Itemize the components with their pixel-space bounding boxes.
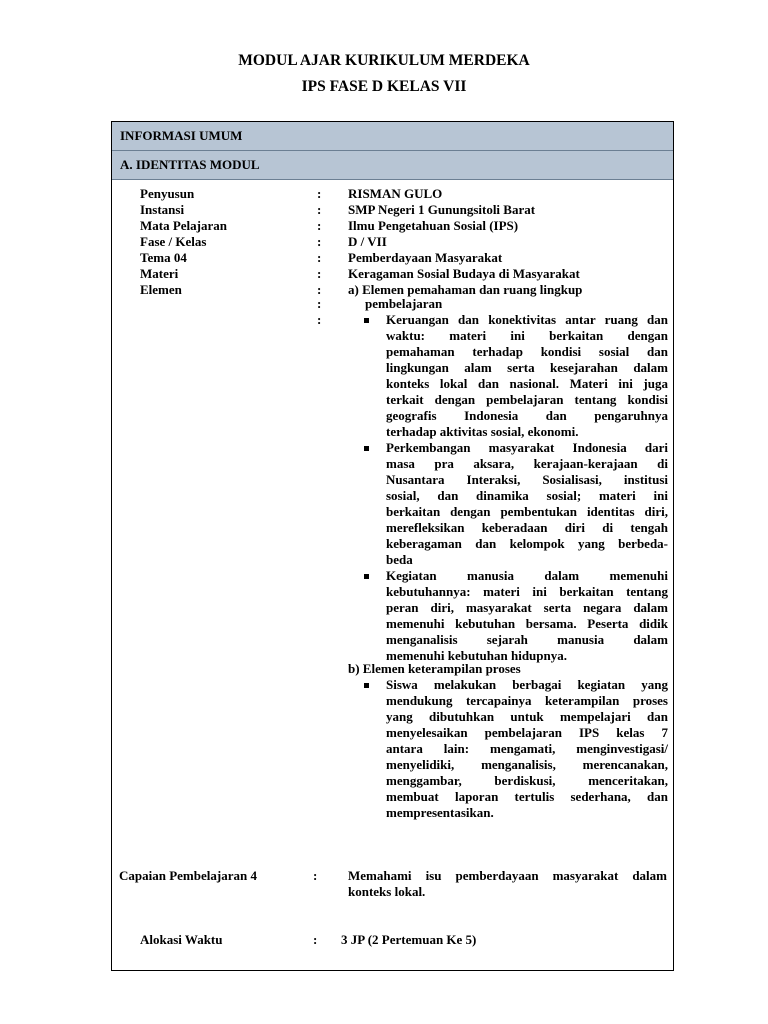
bullet-square-icon bbox=[364, 318, 369, 323]
bullet-line: Kegiatan manusia dalam memenuhi bbox=[386, 568, 668, 583]
bullet-line: mempresentasikan. bbox=[386, 805, 494, 820]
bullet-line: menyelidiki, menganalisis, merencanakan, bbox=[386, 757, 668, 772]
bullet-line: menganalisis sejarah manusia dalam bbox=[386, 632, 668, 647]
colon: : bbox=[313, 932, 318, 947]
bullet-line: menyelesaikan pembelajaran IPS kelas 7 bbox=[386, 725, 668, 740]
alokasi-value: 3 JP (2 Pertemuan Ke 5) bbox=[341, 932, 477, 947]
elemen-a-continuation: pembelajaran bbox=[365, 296, 443, 311]
identity-label: Materi bbox=[140, 266, 179, 281]
bullet-line: antara lain: mengamati, menginvestigasi/ bbox=[386, 741, 668, 756]
bullet-line: masa pra aksara, kerajaan-kerajaan di bbox=[386, 456, 668, 471]
bullet-line: Nusantara Interaksi, Sosialisasi, institusi bbox=[386, 472, 668, 487]
identity-label: Instansi bbox=[140, 202, 185, 217]
document-subtitle: IPS FASE D KELAS VII bbox=[301, 78, 467, 95]
capaian-label: Capaian Pembelajaran 4 bbox=[119, 868, 257, 883]
colon: : bbox=[317, 218, 322, 233]
identity-label: Elemen bbox=[140, 282, 182, 297]
identity-value: a) Elemen pemahaman dan ruang lingkup bbox=[348, 282, 583, 297]
bullet-line: konteks lokal dan nasional. Materi ini juga bbox=[386, 376, 668, 391]
section-identitas-modul: A. IDENTITAS MODUL bbox=[112, 151, 673, 180]
bullet-line: beda bbox=[386, 552, 413, 567]
bullet-line: geografis Indonesia dan pengaruhnya bbox=[386, 408, 668, 423]
bullet-line: membuat laporan tertulis sederhana, dan bbox=[386, 789, 668, 804]
bullet-line: Keruangan dan konektivitas antar ruang dan bbox=[386, 312, 668, 327]
bullet-line: memenuhi kebutuhan hidupnya. bbox=[386, 648, 567, 663]
bullet-line: yang dibutuhkan untuk mempelajari dan bbox=[386, 709, 668, 724]
identity-label: Penyusun bbox=[140, 186, 195, 201]
bullet-line: peran diri, masyarakat serta negara dalam bbox=[386, 600, 668, 615]
bullet-square-icon bbox=[364, 446, 369, 451]
bullet-line: kebutuhannya: materi ini berkaitan tentang bbox=[386, 584, 668, 599]
identity-label: Tema 04 bbox=[140, 250, 187, 265]
identity-value: D / VII bbox=[348, 234, 387, 249]
bullet-line: merefleksikan keberadaan diri di tengah bbox=[386, 520, 668, 535]
alokasi-label: Alokasi Waktu bbox=[140, 932, 223, 947]
bullet-square-icon bbox=[364, 683, 369, 688]
bullet-line: sosial, dan dinamika sosial; materi ini bbox=[386, 488, 668, 503]
identity-value: SMP Negeri 1 Gunungsitoli Barat bbox=[348, 202, 536, 217]
colon: : bbox=[313, 868, 318, 883]
capaian-line1: Memahami isu pemberdayaan masyarakat dalam bbox=[348, 868, 667, 883]
section-informasi-umum: INFORMASI UMUM bbox=[112, 122, 673, 151]
bullet-line: mendukung tercapainya keterampilan proses bbox=[386, 693, 668, 708]
bullet-square-icon bbox=[364, 574, 369, 579]
colon: : bbox=[317, 266, 322, 281]
colon: : bbox=[317, 202, 322, 217]
bullet-line: Perkembangan masyarakat Indonesia dari bbox=[386, 440, 668, 455]
bullet-line: terhadap aktivitas sosial, ekonomi. bbox=[386, 424, 579, 439]
colon: : bbox=[317, 250, 322, 265]
identity-value: Keragaman Sosial Budaya di Masyarakat bbox=[348, 266, 580, 281]
document-title: MODUL AJAR KURIKULUM MERDEKA bbox=[238, 52, 530, 69]
identity-value: Ilmu Pengetahuan Sosial (IPS) bbox=[348, 218, 519, 233]
colon: : bbox=[317, 296, 322, 311]
capaian-line2: konteks lokal. bbox=[348, 884, 426, 899]
bullet-line: keberagaman dan kelompok yang berbeda- bbox=[386, 536, 668, 551]
bullet-line: waktu: materi ini berkaitan dengan bbox=[386, 328, 668, 343]
bullet-line: berkaitan dengan pembentukan identitas diri, bbox=[386, 504, 668, 519]
colon: : bbox=[317, 234, 322, 249]
bullet-line: terkait dengan pembelajaran tentang kondisi bbox=[386, 392, 668, 407]
bullet-line: menggambar, berdiskusi, menceritakan, bbox=[386, 773, 668, 788]
bullet-line: lingkungan alam serta kesejarahan dalam bbox=[386, 360, 668, 375]
colon: : bbox=[317, 312, 322, 327]
bullet-line: Siswa melakukan berbagai kegiatan yang bbox=[386, 677, 668, 692]
identity-label: Mata Pelajaran bbox=[140, 218, 228, 233]
identity-value: Pemberdayaan Masyarakat bbox=[348, 250, 503, 265]
identity-label: Fase / Kelas bbox=[140, 234, 207, 249]
bullet-line: memenuhi kebutuhan bersama. Peserta didik bbox=[386, 616, 668, 631]
colon: : bbox=[317, 282, 322, 297]
elemen-b-title: b) Elemen keterampilan proses bbox=[348, 661, 521, 676]
bullet-line: pemahaman terhadap kondisi sosial dan bbox=[386, 344, 668, 359]
colon: : bbox=[317, 186, 322, 201]
identity-value: RISMAN GULO bbox=[348, 186, 443, 201]
